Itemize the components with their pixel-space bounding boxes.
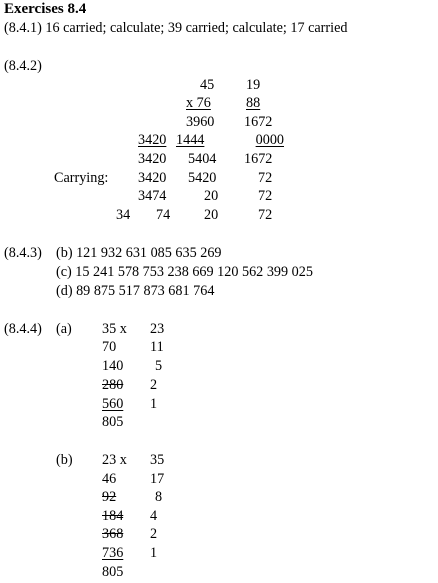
b-right-1: 17 (150, 471, 165, 487)
a-right-0: 23 (150, 321, 165, 337)
part-b-label: (b) (56, 452, 73, 468)
b-left-4: 368 (102, 526, 124, 542)
b-right-3: 4 (150, 508, 158, 524)
exercises-title: Exercises 8.4 (4, 1, 87, 17)
calc-row8-a: 20 (204, 207, 219, 223)
a-left-5: 805 (102, 414, 124, 430)
calc-row1-b: 19 (246, 77, 261, 93)
calc-row5-a: 5404 (188, 151, 217, 167)
calc-row1-a: 45 (200, 77, 215, 93)
calc-row4-p: 3420 (138, 132, 167, 148)
exercise-8-4-2-label: (8.4.2) (4, 58, 42, 74)
a-right-4: 1 (150, 396, 158, 412)
calc-row7-a: 20 (204, 188, 219, 204)
a-right-3: 2 (150, 377, 158, 393)
calc-row4-b: 0000 (255, 132, 284, 148)
calc-row8-p: 74 (156, 207, 171, 223)
b-right-5: 1 (150, 545, 158, 561)
calc-row6-b: 72 (258, 170, 273, 186)
b-left-0: 23 x (102, 452, 127, 468)
a-right-1: 11 (150, 339, 164, 355)
calc-row6-p: 3420 (138, 170, 167, 186)
b-left-3: 184 (102, 508, 124, 524)
calc-row7-p: 3474 (138, 188, 167, 204)
a-left-2: 140 (102, 358, 124, 374)
b-right-2: 8 (155, 489, 163, 505)
calc-row3-b: 1672 (244, 114, 273, 130)
carrying-label: Carrying: (54, 170, 109, 186)
calc-row6-a: 5420 (188, 170, 217, 186)
calc-row4-a: 1444 (176, 132, 205, 148)
calc-row7-b: 72 (258, 188, 273, 204)
a-left-1: 70 (102, 339, 117, 355)
answer-d: (d) 89 875 517 873 681 764 (56, 283, 215, 299)
exercise-8-4-4-label: (8.4.4) (4, 321, 42, 337)
answer-b: (b) 121 932 631 085 635 269 (56, 245, 222, 261)
calc-row8-b: 72 (258, 207, 273, 223)
calc-row2-a: x 76 (186, 95, 211, 111)
calc-row5-b: 1672 (244, 151, 273, 167)
b-right-4: 2 (150, 526, 158, 542)
b-left-6: 805 (102, 564, 124, 580)
a-left-3: 280 (102, 377, 124, 393)
exercise-8-4-1: (8.4.1) 16 carried; calculate; 39 carried; calculate; 17 carried (4, 20, 348, 36)
calc-row8-q: 34 (116, 207, 131, 223)
b-left-5: 736 (102, 545, 124, 561)
answer-c: (c) 15 241 578 753 238 669 120 562 399 025 (56, 264, 313, 280)
b-right-0: 35 (150, 452, 165, 468)
b-left-1: 46 (102, 471, 117, 487)
a-left-0: 35 x (102, 321, 127, 337)
a-right-2: 5 (155, 358, 163, 374)
b-left-2: 92 (102, 489, 117, 505)
calc-row5-p: 3420 (138, 151, 167, 167)
a-left-4: 560 (102, 396, 124, 412)
calc-row2-b: 88 (246, 95, 261, 111)
exercise-8-4-3-label: (8.4.3) (4, 245, 42, 261)
part-a-label: (a) (56, 321, 72, 337)
calc-row3-a: 3960 (186, 114, 215, 130)
